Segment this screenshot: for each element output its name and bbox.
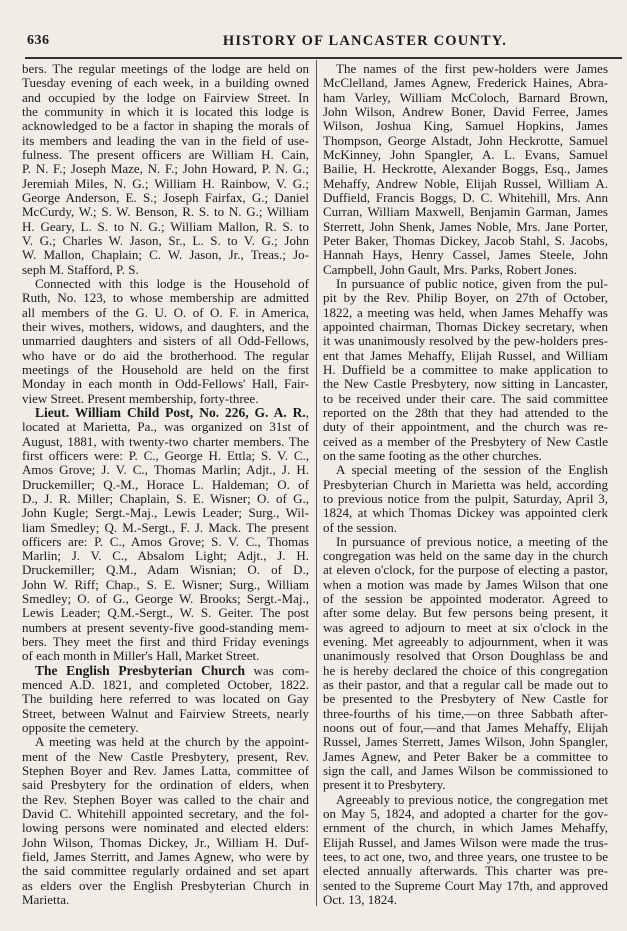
text-line: meetings of the Household are held on the first	[22, 361, 309, 377]
text-line: on May 5, 1824, and adopted a charter for the gov-	[323, 806, 608, 822]
text-line: seph M. Stafford, P. S.	[22, 261, 139, 277]
text-line: In pursuance of previous notice, a meeting of the	[336, 533, 608, 549]
text-line: view Street. Present membership, forty-three.	[22, 390, 259, 406]
text-line: Lewis Leader; Q.M.-Sergt., W. S. Geiter. The post	[22, 605, 309, 621]
text-line: John Kugle; Sergt.-Maj., Lewis Leader; Surg., Wil-	[22, 505, 309, 521]
text-line: 1822, a meeting was held, when James Mehaffy was	[323, 304, 608, 320]
text-line: first officers were: P. C., George H. Ettla; S. V. C.,	[22, 447, 309, 463]
text-line: located at Marietta, Pa., was organized on 31st of	[22, 419, 309, 435]
paragraph	[22, 735, 309, 907]
text-line: Elijah Russel, and James Wilson were made the trus-	[323, 834, 608, 850]
text-line: ment of the New Castle Presbytery, present, Rev.	[22, 748, 309, 764]
header-rule	[25, 57, 622, 59]
section-heading: The English Presbyterian Church	[35, 662, 245, 678]
text-line: Wilson, Joshua King, Samuel Hopkins, James	[323, 118, 608, 134]
paragraph	[323, 535, 608, 793]
text-line: Campbell, John Gault, Mrs. Parks, Robert Jones.	[323, 261, 577, 277]
paragraph	[22, 664, 309, 736]
text-line: of each month in Miller's Hall, Market Street.	[22, 648, 260, 664]
text-line: after some delay. But few persons being present, it	[323, 605, 608, 621]
text-line: Thompson, George Alstadt, John Heckrotte, Samuel	[323, 132, 608, 148]
text-line: be presented to the Presbytery of New Castle for	[323, 691, 608, 707]
text-line: Street, between Walnut and Fairview Streets, nearly	[22, 705, 309, 721]
text-line: the community in which it is located this lodge is	[22, 103, 309, 119]
paragraph	[22, 406, 309, 664]
section-heading: Lieut. William Child Post, No. 226, G. A. R.	[35, 404, 306, 420]
text-line: ernment of the church, in which James Mehaffy,	[323, 820, 608, 836]
text-line: it was unanimously resolved by the pew-holders pres-	[323, 333, 608, 349]
left-column	[22, 62, 309, 907]
text-line	[22, 664, 309, 678]
page-number: 636	[27, 33, 50, 48]
text-line: Stephen Boyer and Rev. James Latta, committee of	[22, 763, 309, 779]
text-line: at eleven o'clock, for the purpose of electing a pastor,	[323, 562, 608, 578]
text-line: duty of their appointment, and the church was re-	[323, 419, 608, 435]
text-line: three-fourths of his time,—on three Sabbath after-	[323, 705, 608, 721]
text-line: evening. Met agreeably to adjournment, when it was	[323, 634, 608, 650]
text-line: tees, to act one, two, and three years, one trustee to be	[323, 849, 608, 865]
text-line: field, James Sterritt, and James Agnew, who were by	[22, 849, 309, 865]
text-line: acknowledged to be a factor in shaping the morals of	[22, 118, 309, 134]
text-line: reported on the 28th that they had attended to the	[323, 404, 608, 420]
text-line: said Presbytery for the ordination of elders, when	[22, 777, 309, 793]
text-line: H. Duffield be a committee to make application to	[323, 361, 608, 377]
text-line: of the session be appointed moderator. Agreed to	[323, 591, 608, 607]
text-line: John W. Riff; Chap., S. E. Wisner; Surg., William	[22, 576, 309, 592]
text-line: P. N. F.; Joseph Maze, N. F.; John Howard, P. N. G.;	[22, 161, 309, 177]
text-line: Druckemiller; Q.-M., Horace L. Haldeman; O. of	[22, 476, 309, 492]
text-line: when a motion was made by James Wilson that one	[323, 576, 608, 592]
text-line: all members of the G. U. O. of O. F. in America,	[22, 304, 309, 320]
text-line: as their pastor, and that a regular call be made out to	[323, 677, 608, 693]
text-line: unmarried daughters and sisters of all Odd-Fellows,	[22, 333, 309, 349]
text-line: to previous notice from the pulpit, Saturday, April 3,	[323, 490, 608, 506]
text-line: Ruth, No. 123, to whose membership are admitted	[22, 290, 309, 306]
text-line: A meeting was held at the church by the appoint-	[35, 734, 309, 750]
running-title: HISTORY OF LANCASTER COUNTY.	[222, 33, 508, 49]
text-line: sign the call, and James Wilson be commissioned to	[323, 763, 608, 779]
text-line: August, 1881, with twenty-two charter members. The	[22, 433, 309, 449]
text-line: ceived as a member of the Presbytery of New Castle	[323, 433, 608, 449]
text-line: V. G.; Charles W. Jason, Sr., L. S. to V. G.; John	[22, 232, 309, 248]
text-line: Bailie, H. Heckrotte, Alexander Boggs, Esq., James	[323, 161, 608, 177]
text-line: ent that James Mehaffy, Elijah Russel, and William	[323, 347, 608, 363]
text-line: Monday in each month in Odd-Fellows' Hall, Fair-	[22, 376, 309, 392]
text-line: fulness. The present officers are William H. Cain,	[22, 146, 309, 162]
text-line: was agreed to adjourn to meet at six o'clock in the	[323, 619, 608, 635]
text-line: In pursuance of public notice, given from the pul-	[336, 275, 608, 291]
text-line: John Wilson, Andrew Boner, David Ferree, James	[323, 103, 608, 119]
paragraph	[323, 463, 608, 535]
text-line: W. Mallon, Chaplain; C. W. Jason, Jr., Treas.; Jo-	[22, 247, 309, 263]
text-line: elected annually afterwards. This charter was pre-	[323, 863, 608, 879]
text-line: George Anderson, E. S.; Joseph Fairfax, G.; Daniel	[22, 189, 309, 205]
text-line: McCurdy, W.; S. W. Benson, R. S. to N. G.; William	[22, 204, 309, 220]
text-line: Duffield, Francis Boggs, D. C. Whitehill, Mrs. Ann	[323, 189, 608, 205]
column-divider	[316, 60, 317, 906]
text-line: Agreeably to previous notice, the congregation met	[336, 791, 608, 807]
text-line: ham Varley, William McColoch, Barnard Brown,	[323, 89, 608, 105]
text-line: appointed chairman, Thomas Dickey secretary, when	[323, 318, 608, 334]
text-line: the New Castle Presbytery, now sitting in Lancaster,	[323, 376, 608, 392]
text-line: Mehaffy, Andrew Noble, Elijah Russel, William A.	[323, 175, 608, 191]
text-line: Druckemiller; Q.M., Adam Wisnian; O. of D.,	[22, 562, 309, 578]
text-line: bers. The regular meetings of the lodge are held on	[22, 61, 309, 76]
text-line	[22, 406, 309, 420]
text-line: Presbyterian Church in Marietta was held, according	[323, 476, 608, 492]
text-line: Marlin; J. V. C., Absalom Light; Adjt., J. H.	[22, 548, 309, 564]
paragraph	[323, 62, 608, 277]
paragraph	[22, 277, 309, 406]
text-line: Tuesday evening of each week, in a building owned	[22, 75, 309, 91]
text-line: D., J. R. Miller; Chaplain, S. E. Wisner; O. of G.,	[22, 490, 309, 506]
text-line: Connected with this lodge is the Household of	[35, 275, 309, 291]
right-column	[323, 62, 608, 907]
text-line: 1824, at which Thomas Dickey was appointed clerk	[323, 505, 608, 521]
text-line: present it to Presbytery.	[323, 777, 446, 793]
text-line: Smedley; O. of G., George W. Brooks; Sergt.-Maj.,	[22, 591, 309, 607]
text-line: noons out of four,—and that James Mehaffy, Elijah	[323, 720, 608, 736]
text-line: bers. They meet the first and third Friday evenings	[22, 634, 309, 650]
text-line: as elders over the English Presbyterian Church in	[22, 877, 309, 893]
text-line: The names of the first pew-holders were James	[336, 61, 608, 76]
paragraph	[323, 793, 608, 908]
text-line: A special meeting of the session of the English	[336, 462, 608, 478]
text-line: pit by the Rev. Philip Boyer, on 27th of October,	[323, 290, 608, 306]
text-run: was com-	[245, 662, 309, 678]
text-line: lowing persons were nominated and elected elders:	[22, 820, 309, 836]
text-line: David C. Whitehill appointed secretary, and the fol-	[22, 806, 309, 822]
text-line: H. Geary, L. S. to N. G.; William Mallon, R. S. to	[22, 218, 309, 234]
paragraph	[323, 277, 608, 463]
text-line: Curran, William Maxwell, Benjamin Garman, James	[323, 204, 608, 220]
text-line: Peter Baker, Thomas Dickey, Jacob Stahl, S. Jacobs,	[323, 232, 608, 248]
text-line: McClelland, James Agnew, Frederick Haines, Abra-	[323, 75, 608, 91]
text-line: opposite the cemetery.	[22, 720, 139, 736]
text-line: Sterrett, John Shenk, James Noble, Mrs. Jane Porter,	[323, 218, 608, 234]
text-line: officers are: P. C., Amos Grove; S. V. C., Thomas	[22, 533, 309, 549]
text-line: Oct. 13, 1824.	[323, 892, 398, 908]
text-line: he is hereby declared the choice of this congregation	[323, 662, 608, 678]
text-line: The building here referred to was located on Gay	[22, 691, 309, 707]
text-line: who have or do aid the brotherhood. The regular	[22, 347, 309, 363]
text-line: the said committee regularly ordained and set apart	[22, 863, 309, 879]
text-line: McKinney, John Spangler, A. L. Evans, Samuel	[323, 146, 608, 162]
text-line: Hannah Hays, Henry Cassel, James Steele, John	[323, 247, 608, 263]
text-line: congregation was held on the same day in the church	[323, 548, 608, 564]
text-line: their wives, mothers, widows, and daughters, and the	[22, 318, 309, 334]
text-line: numbers at present seventy-five good-standing mem-	[22, 619, 309, 635]
text-line: menced A.D. 1821, and completed October, 1822.	[22, 677, 309, 693]
text-line: liam Smedley; Q. M.-Sergt., F. J. Mack. The present	[22, 519, 309, 535]
text-run: ,	[305, 404, 309, 420]
text-line: to be received under their care. The said committee	[323, 390, 608, 406]
text-line: John Wilson, Thomas Dickey, Jr., William H. Duf-	[22, 834, 309, 850]
text-line: of the session.	[323, 519, 398, 535]
text-line: Marietta.	[22, 892, 70, 908]
text-line: its members and leading the van in the field of use-	[22, 132, 309, 148]
text-line: Russel, James Sterrett, James Wilson, John Spangler,	[323, 734, 608, 750]
paragraph	[22, 62, 309, 277]
text-line: James Agnew, and Peter Baker be a committee to	[323, 748, 608, 764]
text-line: Jeremiah Miles, N. G.; William H. Rainbow, V. G.;	[22, 175, 309, 191]
text-line: on the same footing as the other churches.	[323, 447, 542, 463]
text-line: unanimously resolved that Orson Doughlass be and	[323, 648, 608, 664]
text-line: the Rev. Stephen Boyer was called to the chair and	[22, 791, 309, 807]
text-line: and occupied by the lodge on Fairview Street. In	[22, 89, 309, 105]
text-line: sented to the Supreme Court May 17th, and approved	[323, 877, 608, 893]
text-line: Amos Grove; J. V. C., Thomas Marlin; Adjt., J. H.	[22, 462, 309, 478]
